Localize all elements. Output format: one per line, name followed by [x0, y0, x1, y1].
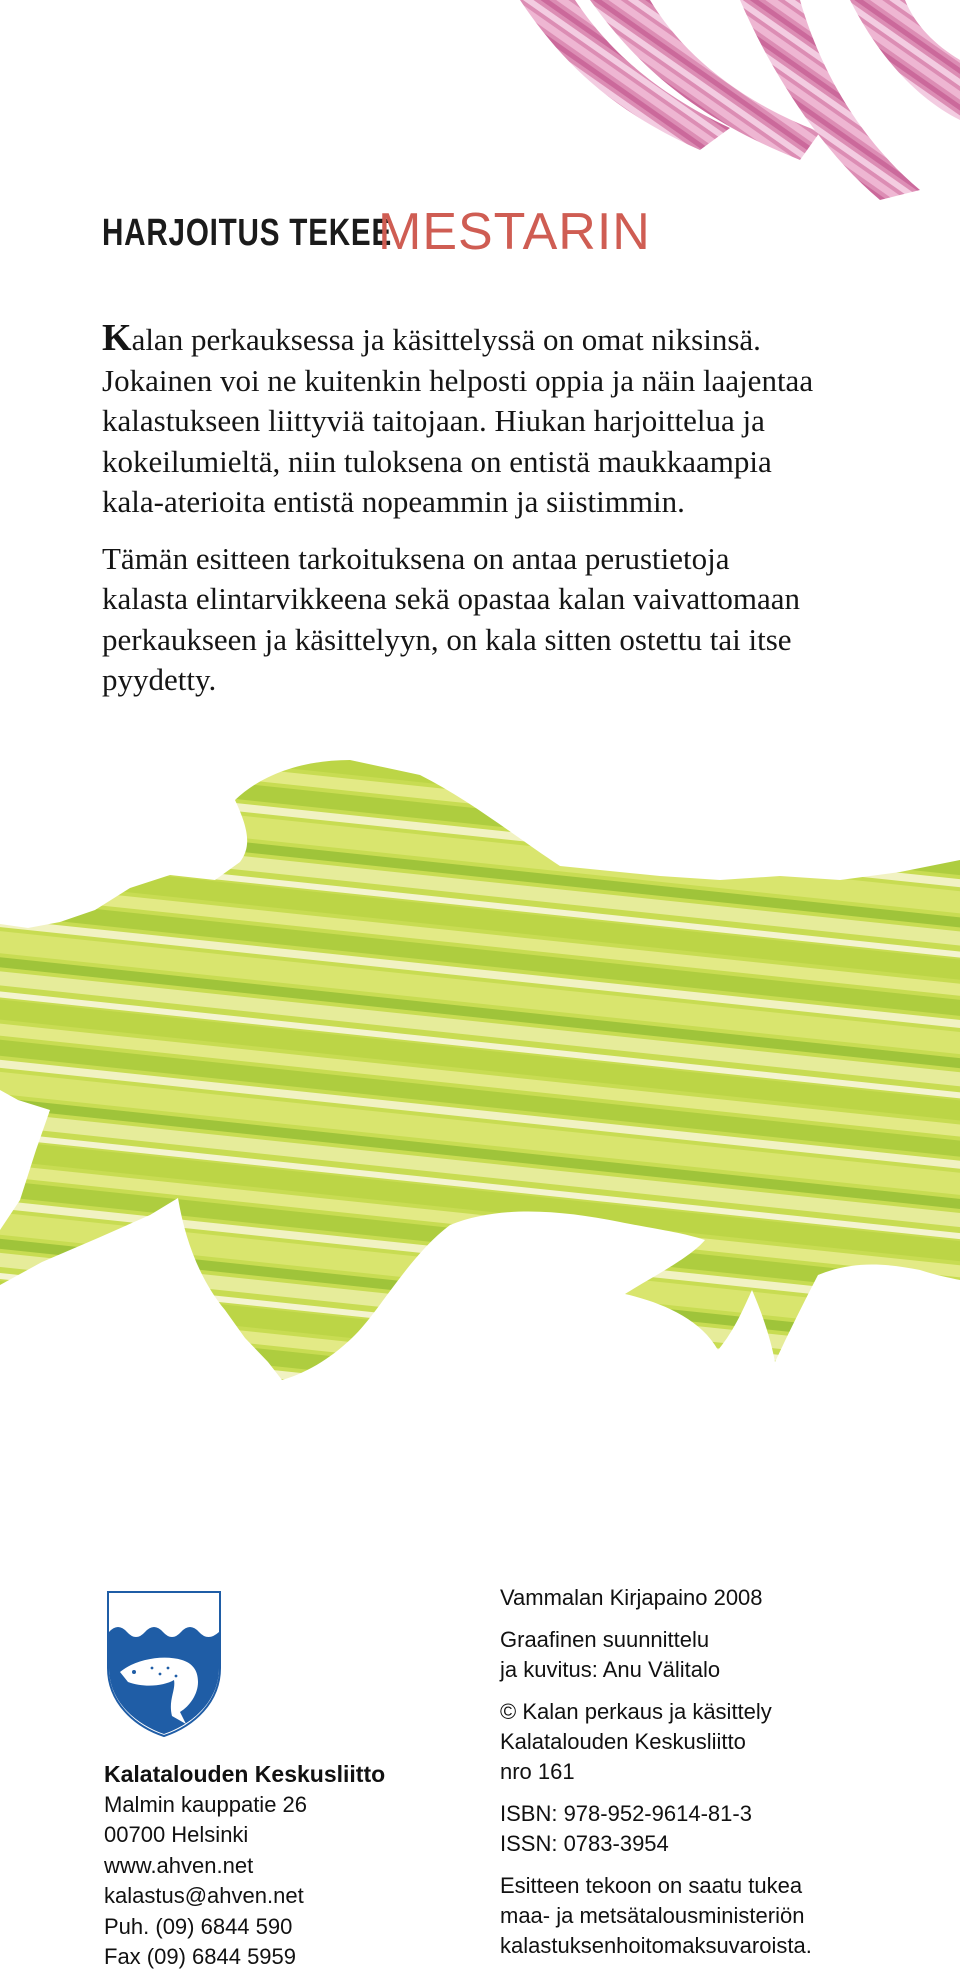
credit-support: [500, 1871, 812, 1961]
printer-line: Vammalan Kirjapaino 2008: [500, 1585, 763, 1610]
organization-postal: 00700 Helsinki: [104, 1822, 249, 1847]
organization-street: Malmin kauppatie 26: [104, 1791, 308, 1817]
page-heading: [102, 203, 651, 261]
copyright-line-1: © Kalan perkaus ja käsittely: [500, 1699, 772, 1724]
copyright-line-2: Kalatalouden Keskusliitto: [500, 1729, 746, 1754]
credit-design: [500, 1625, 812, 1685]
organization-name: Kalatalouden Keskusliitto: [104, 1761, 386, 1787]
intro-dropcap: K: [102, 317, 132, 359]
isbn-line: ISBN: 978-952-9614-81-3: [500, 1801, 752, 1826]
design-line-2: ja kuvitus: Anu Välitalo: [500, 1657, 721, 1682]
support-line-3: kalastuksenhoitomaksuvaroista.: [500, 1933, 812, 1958]
organization-contact: [104, 1759, 385, 1973]
issn-line: ISSN: 0783-3954: [500, 1831, 669, 1856]
design-line-1: Graafinen suunnittelu: [500, 1627, 710, 1652]
organization-phone: Puh. (09) 6844 590: [104, 1913, 293, 1939]
organization-website[interactable]: www.ahven.net: [104, 1852, 254, 1878]
publication-credits: [500, 1583, 812, 1973]
heading-part-harjoitus: HARJOITUS TEKEE: [102, 212, 393, 254]
organization-email[interactable]: kalastus@ahven.net: [104, 1883, 304, 1908]
intro-paragraph-2: Tämän esitteen tarkoituksena on antaa perustietoja kalasta elintarvikkeena sekä opastaa kalan vaivattomaan perkaukseen ja käsittelyyn, on kala sitten ostettu tai itse pyydetty.: [102, 540, 801, 697]
intro-paragraph-1-text: alan perkauksessa ja käsittelyssä on omat niksinsä. Jokainen voi ne kuitenkin helposti oppia ja näin laajentaa kalastukseen liittyviä taitojaan. Hiukan harjoittelua ja kokeilumieltä, niin tuloksena on entistä maukkaampia kala-aterioita entistä nopeammin ja siistimmin.: [102, 322, 814, 519]
support-line-2: maa- ja metsätalousministeriön: [500, 1903, 805, 1928]
intro-paragraph-1: [102, 318, 822, 523]
organization-fax: Fax (09) 6844 5959: [104, 1944, 297, 1969]
intro-text: [102, 318, 822, 701]
brush-stroke-decoration: [520, 0, 960, 200]
credit-printer: [500, 1583, 812, 1613]
support-line-1: Esitteen tekoon on saatu tukea: [500, 1873, 803, 1898]
fish-silhouette-icon: [0, 760, 960, 1380]
fish-shield-logo-icon: [104, 1590, 224, 1740]
credit-identifiers: [500, 1799, 812, 1859]
credit-copyright: [500, 1697, 812, 1787]
copyright-line-3: nro 161: [500, 1759, 575, 1784]
heading-part-mestarin: MESTARIN: [378, 203, 651, 261]
